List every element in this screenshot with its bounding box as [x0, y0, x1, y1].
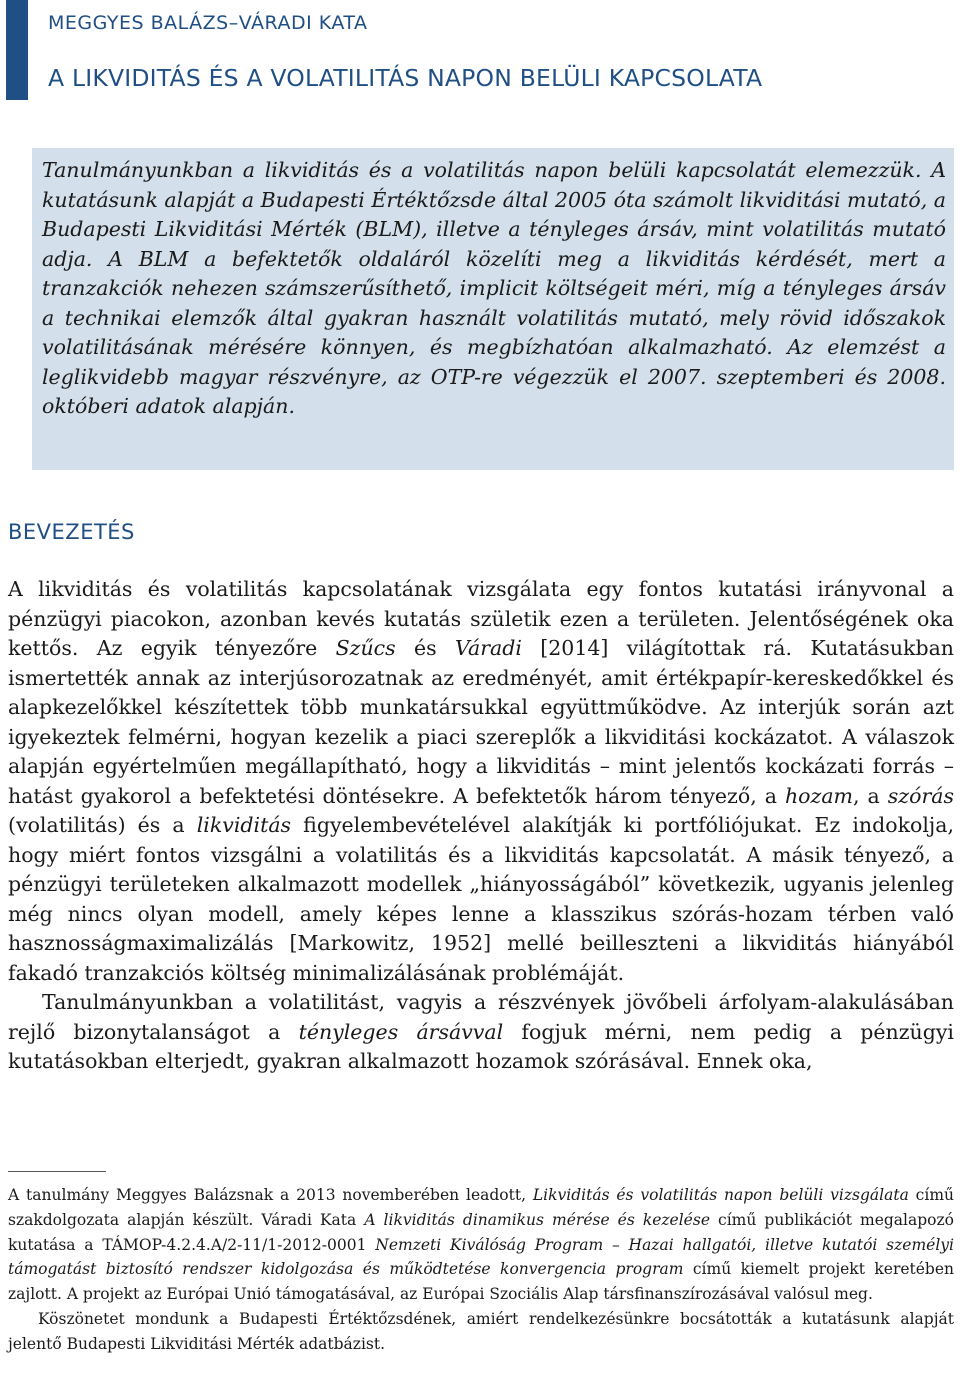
citation-author: Szűcs	[335, 636, 396, 660]
text-run: című kiemelt projekt keretében zajlott. A projekt az Európai Unió támogatásával, az Európai Szociális Alap társfinanszírozásával valósul meg.	[8, 1260, 955, 1304]
text-run: A tanulmány Meggyes Balázsnak a 2013 novemberében leadott,	[8, 1186, 533, 1204]
program-title: Nemzeti Kiválóság Program – Hazai hallgatói, illetve kutatói személyi támogatást biztosító rendszer kidolgozása és működtetése konvergencia program	[8, 1235, 954, 1279]
text-run: (volatilitás) és a	[8, 813, 197, 837]
footnote	[8, 1183, 954, 1357]
body-text	[8, 575, 954, 1077]
text-run: című publikációt megalapozó kutatása a TÁMOP-4.2.4.A/2-11/1-2012-0001	[8, 1210, 954, 1254]
accent-bar	[6, 0, 28, 100]
footnote-divider	[8, 1171, 106, 1172]
abstract-box	[32, 148, 954, 470]
text-run: , a	[853, 783, 888, 808]
authors: MEGGYES BALÁZS–VÁRADI KATA	[48, 12, 368, 34]
footnote-paragraph	[8, 1183, 954, 1307]
text-run: Tanulmányunkban a volatilitást, vagyis a részvények jövőbeli árfolyam-alakulásában rejlő bizonytalanságot a	[8, 990, 954, 1044]
term-emphasis: likviditás	[196, 813, 292, 837]
text-run: és	[395, 636, 456, 660]
body-paragraph	[8, 988, 954, 1077]
thesis-title: Likviditás és volatilitás napon belüli vizsgálata	[532, 1186, 909, 1204]
body-paragraph	[8, 575, 954, 988]
citation-author: Váradi	[455, 636, 522, 660]
text-run: A likviditás és volatilitás kapcsolatának vizsgálata egy fontos kutatási irányvonal a pénzügyi piacokon, azonban kevés kutatás születik ezen a területen. Jelentőségének oka kettős. Az egyik tényezőre	[8, 577, 954, 660]
abstract-text: Tanulmányunkban a likviditás és a volatilitás napon belüli kapcsolatát elemezzük. A kutatásunk alapját a Budapesti Értéktőzsde által 2005 óta számolt likviditási mutató, a Budapesti Likviditási Mérték (BLM), illetve a tényleges ársáv, mint volatilitás mutató adja. A BLM a befektetők oldaláról közelíti meg a likviditás kérdését, mert a tranzakciók nehezen számszerűsíthető, implicit költségeit méri, míg a tényleges ársáv a technikai elemzők által gyakran használt volatilitás mutató, mely rövid időszakok volatilitásának mérésére könnyen, és megbízhatóan alkalmazható. Az elemzést a leglikvidebb magyar részvényre, az OTP-re végezzük el 2007. szeptemberi és 2008. októberi adatok alapján.	[42, 158, 946, 418]
acknowledgement-paragraph: Köszönetet mondunk a Budapesti Értéktőzsdének, amiért rendelkezésünkre bocsátották a kutatásunk alapját jelentő Budapesti Likviditási Mérték adatbázist.	[8, 1309, 954, 1353]
text-run: című szakdolgozata alapján készült. Váradi Kata	[8, 1186, 955, 1229]
publication-title: A likviditás dinamikus mérése és kezelése	[364, 1210, 710, 1229]
term-emphasis: tényleges ársávval	[298, 1019, 504, 1044]
article-title: A LIKVIDITÁS ÉS A VOLATILITÁS NAPON BELÜLI KAPCSOLATA	[48, 64, 763, 92]
text-run: fogjuk mérni, nem pedig a pénzügyi kutatásokban elterjedt, gyakran alkalmazott hozamok szórásával. Ennek oka,	[8, 1019, 954, 1073]
text-run: figyelembevételével alakítják ki portfóliójukat. Ez indokolja, hogy miért fontos vizsgálni a volatilitás és a likviditás kapcsolatát. A másik tényező, a pénzügyi területeken alkalmazott modellek „hiányosságából” következik, ugyanis jelenleg még nincs olyan modell, amely képes lenne a klasszikus szórás-hozam térben való hasznosságmaximalizálás [Markowitz, 1952] mellé beilleszteni a likviditás hiányából fakadó tranzakciós költség minimalizálásának problémáját.	[8, 813, 954, 985]
term-emphasis: hozam	[784, 783, 853, 808]
section-heading: BEVEZETÉS	[8, 520, 135, 544]
text-run: [2014] világítottak rá. Kutatásukban ismertették annak az interjúsorozatnak az eredményét, amit értékpapír-kereskedőkkel és alapkezelőkkel készítettek több munkatársukkal együttműködve. Az interjúk során azt igyekeztek felmérni, hogyan kezelik a piaci szereplők a likviditási kockázatot. A válaszok alapján egyértelműen megállapítható, hogy a likviditás – mint jelentős kockázati forrás – hatást gyakorol a befektetési döntésekre. A befektetők három tényező, a	[8, 636, 955, 808]
term-emphasis: szórás	[887, 783, 954, 808]
